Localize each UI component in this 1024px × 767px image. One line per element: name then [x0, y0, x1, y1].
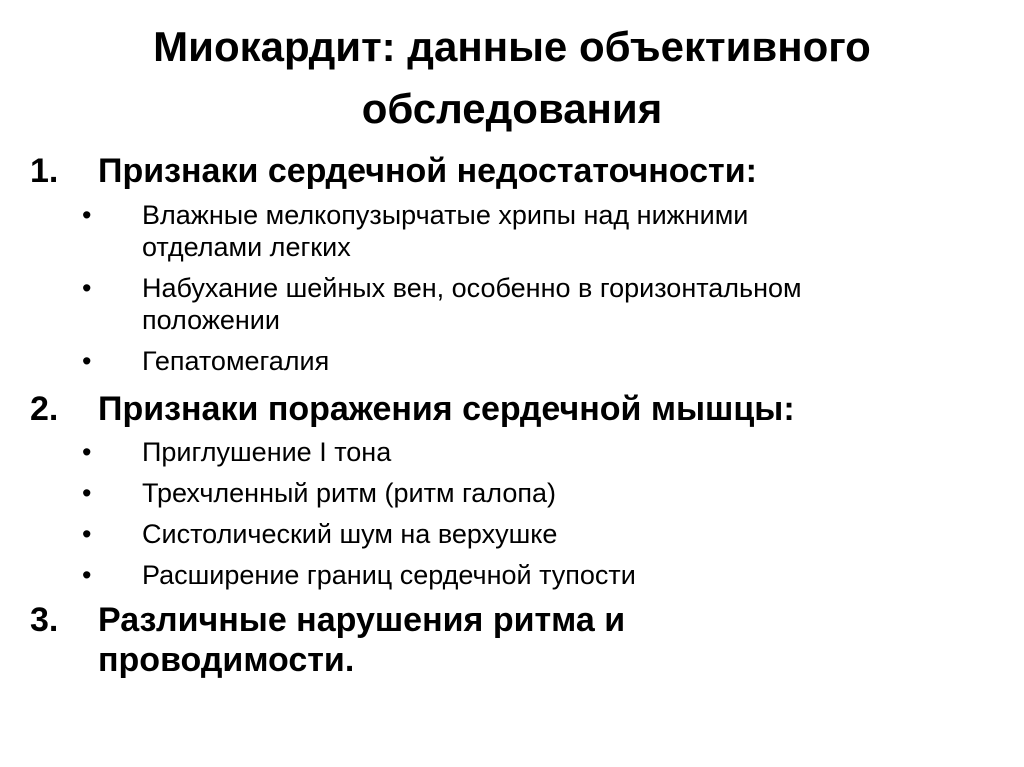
- bullet-line-1: Приглушение I тона: [142, 437, 392, 467]
- bullet-text: [142, 272, 1002, 336]
- bullet-line-1: Набухание шейных вен, особенно в горизонтальном: [142, 273, 802, 303]
- slide-title-line-2: обследования: [361, 85, 663, 132]
- bullet-dot: •: [82, 519, 92, 549]
- bullet-dot: •: [82, 437, 92, 467]
- section-2-heading-text: Признаки поражения сердечной мышцы:: [98, 390, 795, 428]
- bullet-text: [142, 559, 1002, 591]
- section-2-bullet-1: [82, 436, 1002, 468]
- slide-title: [40, 16, 984, 140]
- bullet-text: [142, 477, 1002, 509]
- bullet-dot: •: [82, 200, 92, 230]
- bullet-line-2: отделами легких: [142, 232, 351, 262]
- bullet-line-1: Трехчленный ритм (ритм галопа): [142, 478, 556, 508]
- section-3-heading-line-2: проводимости.: [98, 641, 355, 679]
- section-3-number: 3.: [30, 601, 59, 639]
- section-3-heading: [30, 600, 990, 680]
- bullet-text: [142, 199, 1002, 263]
- section-2-bullet-4: [82, 559, 1002, 591]
- bullet-line-1: Гепатомегалия: [142, 346, 330, 376]
- section-2-heading: [30, 389, 990, 429]
- section-1-heading: [30, 151, 990, 191]
- section-2-bullet-2: [82, 477, 1002, 509]
- bullet-dot: •: [82, 273, 92, 303]
- bullet-text: [142, 518, 1002, 550]
- section-3-heading-text: [98, 600, 625, 680]
- bullet-text: [142, 345, 1002, 377]
- bullet-line-1: Расширение границ сердечной тупости: [142, 560, 636, 590]
- bullet-line-1: Систолический шум на верхушке: [142, 519, 558, 549]
- section-2-number: 2.: [30, 390, 59, 428]
- section-2-bullet-3: [82, 518, 1002, 550]
- section-1-bullet-3: [82, 345, 1002, 377]
- bullet-line-2: положении: [142, 305, 280, 335]
- section-1-bullet-1: [82, 199, 1002, 263]
- bullet-dot: •: [82, 560, 92, 590]
- bullet-dot: •: [82, 478, 92, 508]
- section-1-heading-text: Признаки сердечной недостаточности:: [98, 152, 757, 190]
- bullet-dot: •: [82, 346, 92, 376]
- section-1-number: 1.: [30, 152, 59, 190]
- bullet-line-1: Влажные мелкопузырчатые хрипы над нижними: [142, 200, 749, 230]
- section-1-bullet-2: [82, 272, 1002, 336]
- bullet-text: [142, 436, 1002, 468]
- section-3-heading-line-1: Различные нарушения ритма и: [98, 601, 626, 639]
- slide-title-line-1: Миокардит: данные объективного: [153, 23, 871, 70]
